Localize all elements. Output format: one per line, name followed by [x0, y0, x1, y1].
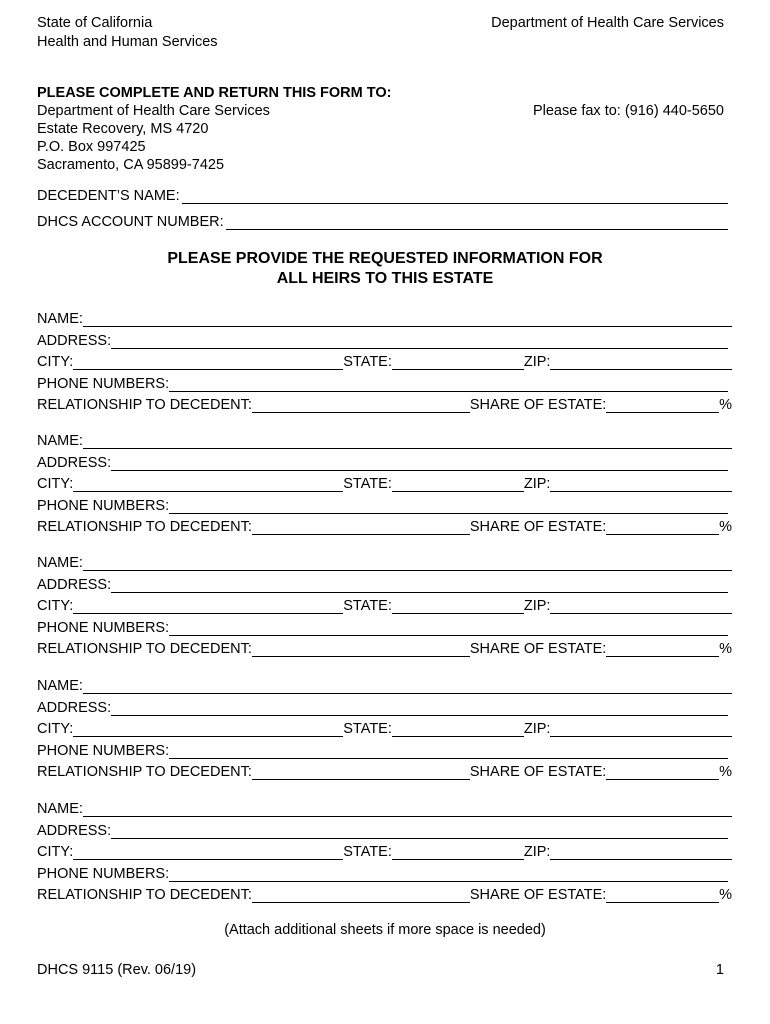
heir-address-row — [37, 453, 728, 471]
heir-city-field[interactable] — [73, 721, 343, 737]
department-header: Department of Health Care Services — [491, 15, 724, 31]
heir-state-label: STATE: — [343, 476, 392, 492]
heir-state-field[interactable] — [392, 598, 524, 614]
heir-share-label: SHARE OF ESTATE: — [469, 887, 607, 903]
heir-percent-sign: % — [719, 641, 732, 657]
heir-phone-label: PHONE NUMBERS: — [37, 866, 170, 882]
heir-zip-field[interactable] — [550, 476, 732, 492]
heir-phone-label: PHONE NUMBERS: — [37, 376, 170, 392]
heir-state-field[interactable] — [392, 354, 524, 370]
heir-percent-sign: % — [719, 764, 732, 780]
heir-city-state-zip-row — [37, 596, 732, 614]
heir-relationship-label: RELATIONSHIP TO DECEDENT: — [37, 397, 252, 413]
fax-number: Please fax to: (916) 440-5650 — [532, 103, 724, 119]
heir-relationship-label: RELATIONSHIP TO DECEDENT: — [37, 764, 252, 780]
heir-relationship-row — [37, 395, 732, 413]
heir-name-field[interactable] — [83, 311, 732, 327]
heir-address-field[interactable] — [111, 333, 728, 349]
heir-phone-row — [37, 741, 728, 759]
heir-city-field[interactable] — [73, 598, 343, 614]
heir-city-state-zip-row — [37, 719, 732, 737]
heir-relationship-label: RELATIONSHIP TO DECEDENT: — [37, 519, 252, 535]
heir-state-label: STATE: — [343, 844, 392, 860]
heir-block — [0, 431, 770, 541]
heir-name-field[interactable] — [83, 801, 732, 817]
heir-zip-label: ZIP: — [523, 354, 551, 370]
heir-address-field[interactable] — [111, 455, 728, 471]
heir-phone-row — [37, 374, 728, 392]
heir-name-field[interactable] — [83, 678, 732, 694]
heir-phone-row — [37, 864, 728, 882]
heir-relationship-label: RELATIONSHIP TO DECEDENT: — [37, 887, 252, 903]
heir-city-label: CITY: — [37, 721, 74, 737]
heir-address-row — [37, 698, 728, 716]
instruction-line-2: ALL HEIRS TO THIS ESTATE — [276, 270, 494, 287]
heir-address-label: ADDRESS: — [37, 455, 112, 471]
heir-share-label: SHARE OF ESTATE: — [469, 641, 607, 657]
heir-share-label: SHARE OF ESTATE: — [469, 764, 607, 780]
heir-city-state-zip-row — [37, 842, 732, 860]
account-number-label: DHCS ACCOUNT NUMBER: — [37, 214, 224, 230]
account-number-row — [37, 212, 728, 230]
heir-city-label: CITY: — [37, 844, 74, 860]
heir-zip-label: ZIP: — [523, 721, 551, 737]
heir-name-field[interactable] — [83, 433, 732, 449]
heir-state-field[interactable] — [392, 476, 524, 492]
heir-relationship-field[interactable] — [252, 641, 470, 657]
heir-state-label: STATE: — [343, 721, 392, 737]
heir-share-field[interactable] — [606, 397, 719, 413]
heir-name-row — [37, 799, 732, 817]
heir-block — [0, 799, 770, 909]
heir-zip-field[interactable] — [550, 844, 732, 860]
additional-sheets-note: (Attach additional sheets if more space is needed) — [224, 922, 546, 938]
decedent-name-label: DECEDENT’S NAME: — [37, 188, 180, 204]
heir-block — [0, 676, 770, 786]
heir-relationship-field[interactable] — [252, 519, 470, 535]
heir-city-label: CITY: — [37, 476, 74, 492]
heir-address-field[interactable] — [111, 577, 728, 593]
heir-block — [0, 553, 770, 663]
heir-name-row — [37, 553, 732, 571]
heir-share-field[interactable] — [606, 764, 719, 780]
heir-city-state-zip-row — [37, 352, 732, 370]
heir-share-field[interactable] — [606, 887, 719, 903]
heir-city-field[interactable] — [73, 844, 343, 860]
form-id: DHCS 9115 (Rev. 06/19) — [37, 962, 197, 978]
return-address-line: Department of Health Care Services — [37, 103, 270, 119]
heir-city-label: CITY: — [37, 354, 74, 370]
heir-state-field[interactable] — [392, 844, 524, 860]
heir-city-state-zip-row — [37, 474, 732, 492]
heir-relationship-field[interactable] — [252, 764, 470, 780]
heir-percent-sign: % — [719, 519, 732, 535]
heir-relationship-row — [37, 517, 732, 535]
agency-line-1: State of California — [37, 15, 153, 31]
heir-name-label: NAME: — [37, 311, 83, 327]
heir-address-label: ADDRESS: — [37, 333, 112, 349]
return-title: PLEASE COMPLETE AND RETURN THIS FORM TO: — [37, 85, 392, 101]
heir-relationship-label: RELATIONSHIP TO DECEDENT: — [37, 641, 252, 657]
heir-zip-label: ZIP: — [523, 844, 551, 860]
heir-name-label: NAME: — [37, 433, 83, 449]
page-number: 1 — [715, 962, 724, 978]
heir-address-row — [37, 575, 728, 593]
heir-phone-row — [37, 496, 728, 514]
heir-relationship-row — [37, 762, 732, 780]
heir-address-field[interactable] — [111, 700, 728, 716]
heir-share-field[interactable] — [606, 519, 719, 535]
heir-relationship-field[interactable] — [252, 397, 470, 413]
return-address-line: Sacramento, CA 95899-7425 — [37, 157, 225, 173]
heir-zip-field[interactable] — [550, 354, 732, 370]
heir-zip-label: ZIP: — [523, 476, 551, 492]
return-address-line: Estate Recovery, MS 4720 — [37, 121, 209, 137]
heir-share-field[interactable] — [606, 641, 719, 657]
agency-line-2: Health and Human Services — [37, 34, 218, 50]
heir-relationship-row — [37, 639, 732, 657]
heir-relationship-field[interactable] — [252, 887, 470, 903]
decedent-name-row — [37, 186, 728, 204]
heir-state-label: STATE: — [343, 354, 392, 370]
heir-zip-field[interactable] — [550, 598, 732, 614]
heir-percent-sign: % — [719, 887, 732, 903]
return-address-line: P.O. Box 997425 — [37, 139, 146, 155]
heir-name-row — [37, 309, 732, 327]
heir-address-label: ADDRESS: — [37, 823, 112, 839]
heir-block — [0, 309, 770, 419]
heir-name-label: NAME: — [37, 801, 83, 817]
heir-name-label: NAME: — [37, 555, 83, 571]
heir-phone-field[interactable] — [169, 376, 728, 392]
heir-phone-row — [37, 618, 728, 636]
heir-share-label: SHARE OF ESTATE: — [469, 397, 607, 413]
heir-phone-field[interactable] — [169, 620, 728, 636]
heir-zip-label: ZIP: — [523, 598, 551, 614]
heir-phone-label: PHONE NUMBERS: — [37, 498, 170, 514]
heir-city-field[interactable] — [73, 354, 343, 370]
heir-city-label: CITY: — [37, 598, 74, 614]
decedent-name-field[interactable] — [182, 188, 728, 204]
heir-zip-field[interactable] — [550, 721, 732, 737]
heir-city-field[interactable] — [73, 476, 343, 492]
heir-name-row — [37, 676, 732, 694]
instruction-line-1: PLEASE PROVIDE THE REQUESTED INFORMATION FOR — [167, 250, 603, 267]
heir-address-field[interactable] — [111, 823, 728, 839]
heir-address-row — [37, 331, 728, 349]
heir-percent-sign: % — [719, 397, 732, 413]
heir-phone-label: PHONE NUMBERS: — [37, 743, 170, 759]
heir-phone-label: PHONE NUMBERS: — [37, 620, 170, 636]
heir-phone-field[interactable] — [169, 498, 728, 514]
heir-relationship-row — [37, 885, 732, 903]
heir-address-label: ADDRESS: — [37, 700, 112, 716]
heir-name-field[interactable] — [83, 555, 732, 571]
heir-name-row — [37, 431, 732, 449]
heir-state-field[interactable] — [392, 721, 524, 737]
heir-phone-field[interactable] — [169, 866, 728, 882]
heir-share-label: SHARE OF ESTATE: — [469, 519, 607, 535]
heir-phone-field[interactable] — [169, 743, 728, 759]
account-number-field[interactable] — [226, 214, 728, 230]
heir-address-label: ADDRESS: — [37, 577, 112, 593]
heir-name-label: NAME: — [37, 678, 83, 694]
heir-address-row — [37, 821, 728, 839]
heir-state-label: STATE: — [343, 598, 392, 614]
